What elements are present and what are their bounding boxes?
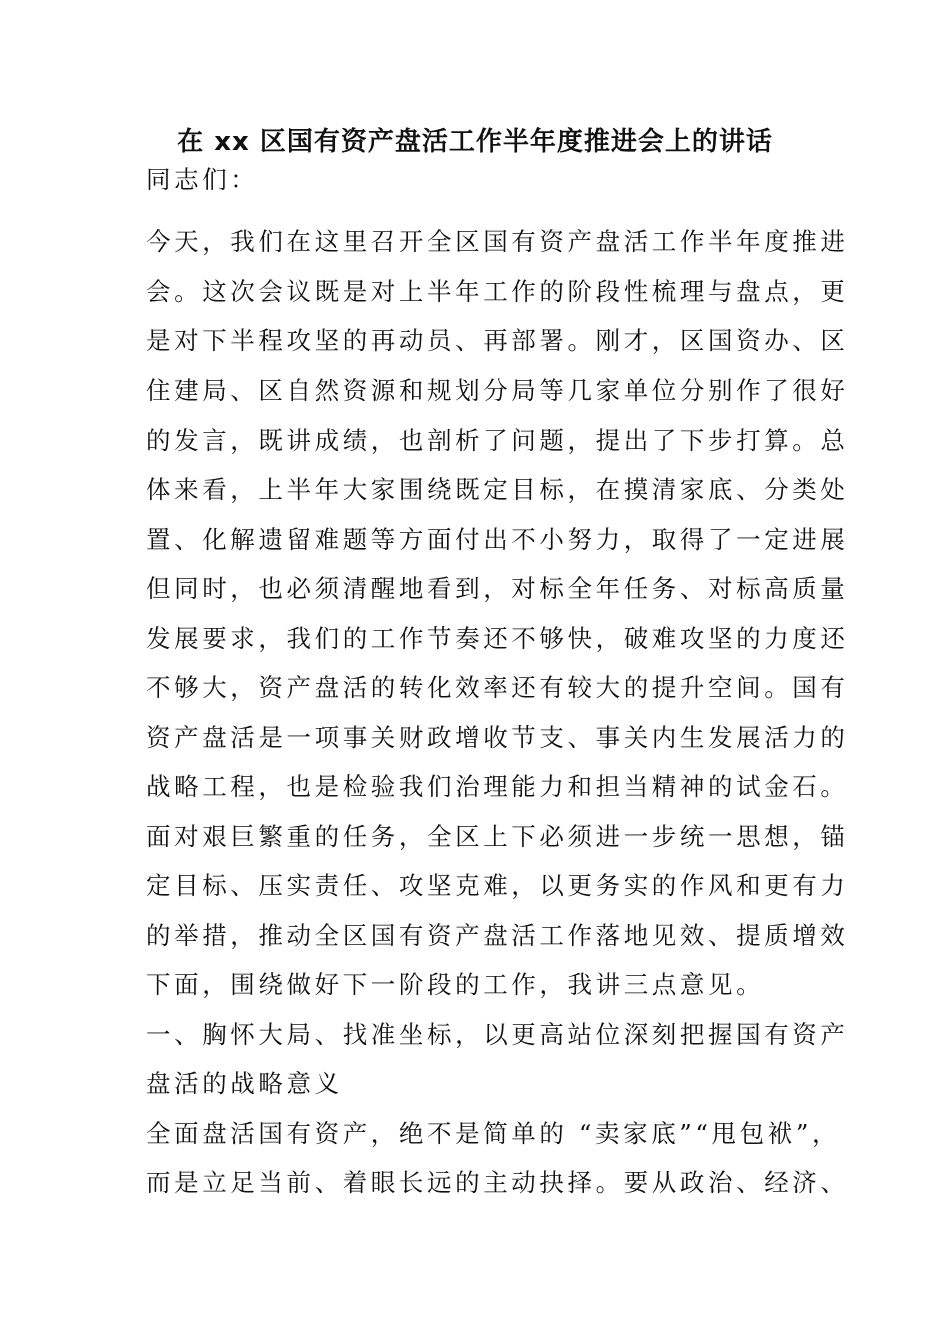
paragraph-line: 是对下半程攻坚的再动员、再部署。刚才，区国资办、区 — [146, 326, 849, 355]
paragraph-line: 定目标、压实责任、攻坚克难，以更务实的作风和更有力 — [146, 871, 849, 900]
paragraph-line: 住建局、区自然资源和规划分局等几家单位分别作了很好 — [146, 376, 849, 405]
paragraph-line: 的举措，推动全区国有资产盘活工作落地见效、提质增效 — [146, 921, 849, 950]
paragraph-line: 置、化解遗留难题等方面付出不小努力，取得了一定进展 — [146, 525, 849, 554]
paragraph-line: 的发言，既讲成绩，也剖析了问题，提出了下步打算。总 — [146, 426, 849, 455]
paragraph-line: 不够大，资产盘活的转化效率还有较大的提升空间。国有 — [146, 673, 849, 702]
paragraph-line: 体来看，上半年大家围绕既定目标，在摸清家底、分类处 — [146, 475, 849, 504]
paragraph-line: 面对艰巨繁重的任务，全区上下必须进一步统一思想，锚 — [146, 822, 849, 851]
document-title: 在 xx 区国有资产盘活工作半年度推进会上的讲话 — [177, 127, 773, 157]
section-heading-line: 盘活的战略意义 — [146, 1069, 343, 1098]
paragraph-line: 今天，我们在这里召开全区国有资产盘活工作半年度推进 — [146, 227, 849, 256]
section-heading-line: 一、胸怀大局、找准坐标，以更高站位深刻把握国有资产 — [146, 1020, 849, 1049]
paragraph-line: 全面盘活国有资产，绝不是简单的 “卖家底”“甩包袱”， — [146, 1119, 841, 1148]
paragraph-line: 但同时，也必须清醒地看到，对标全年任务、对标高质量 — [146, 574, 849, 603]
paragraph-line: 而是立足当前、着眼长远的主动抉择。要从政治、经济、 — [146, 1168, 849, 1197]
salutation: 同志们： — [146, 165, 259, 194]
paragraph-line: 发展要求，我们的工作节奏还不够快，破难攻坚的力度还 — [146, 624, 849, 653]
paragraph-line: 下面，围绕做好下一阶段的工作，我讲三点意见。 — [146, 970, 765, 999]
paragraph-line: 会。这次会议既是对上半年工作的阶段性梳理与盘点，更 — [146, 277, 849, 306]
paragraph-line: 资产盘活是一项事关财政增收节支、事关内生发展活力的 — [146, 723, 849, 752]
paragraph-line: 战略工程，也是检验我们治理能力和担当精神的试金石。 — [146, 772, 849, 801]
